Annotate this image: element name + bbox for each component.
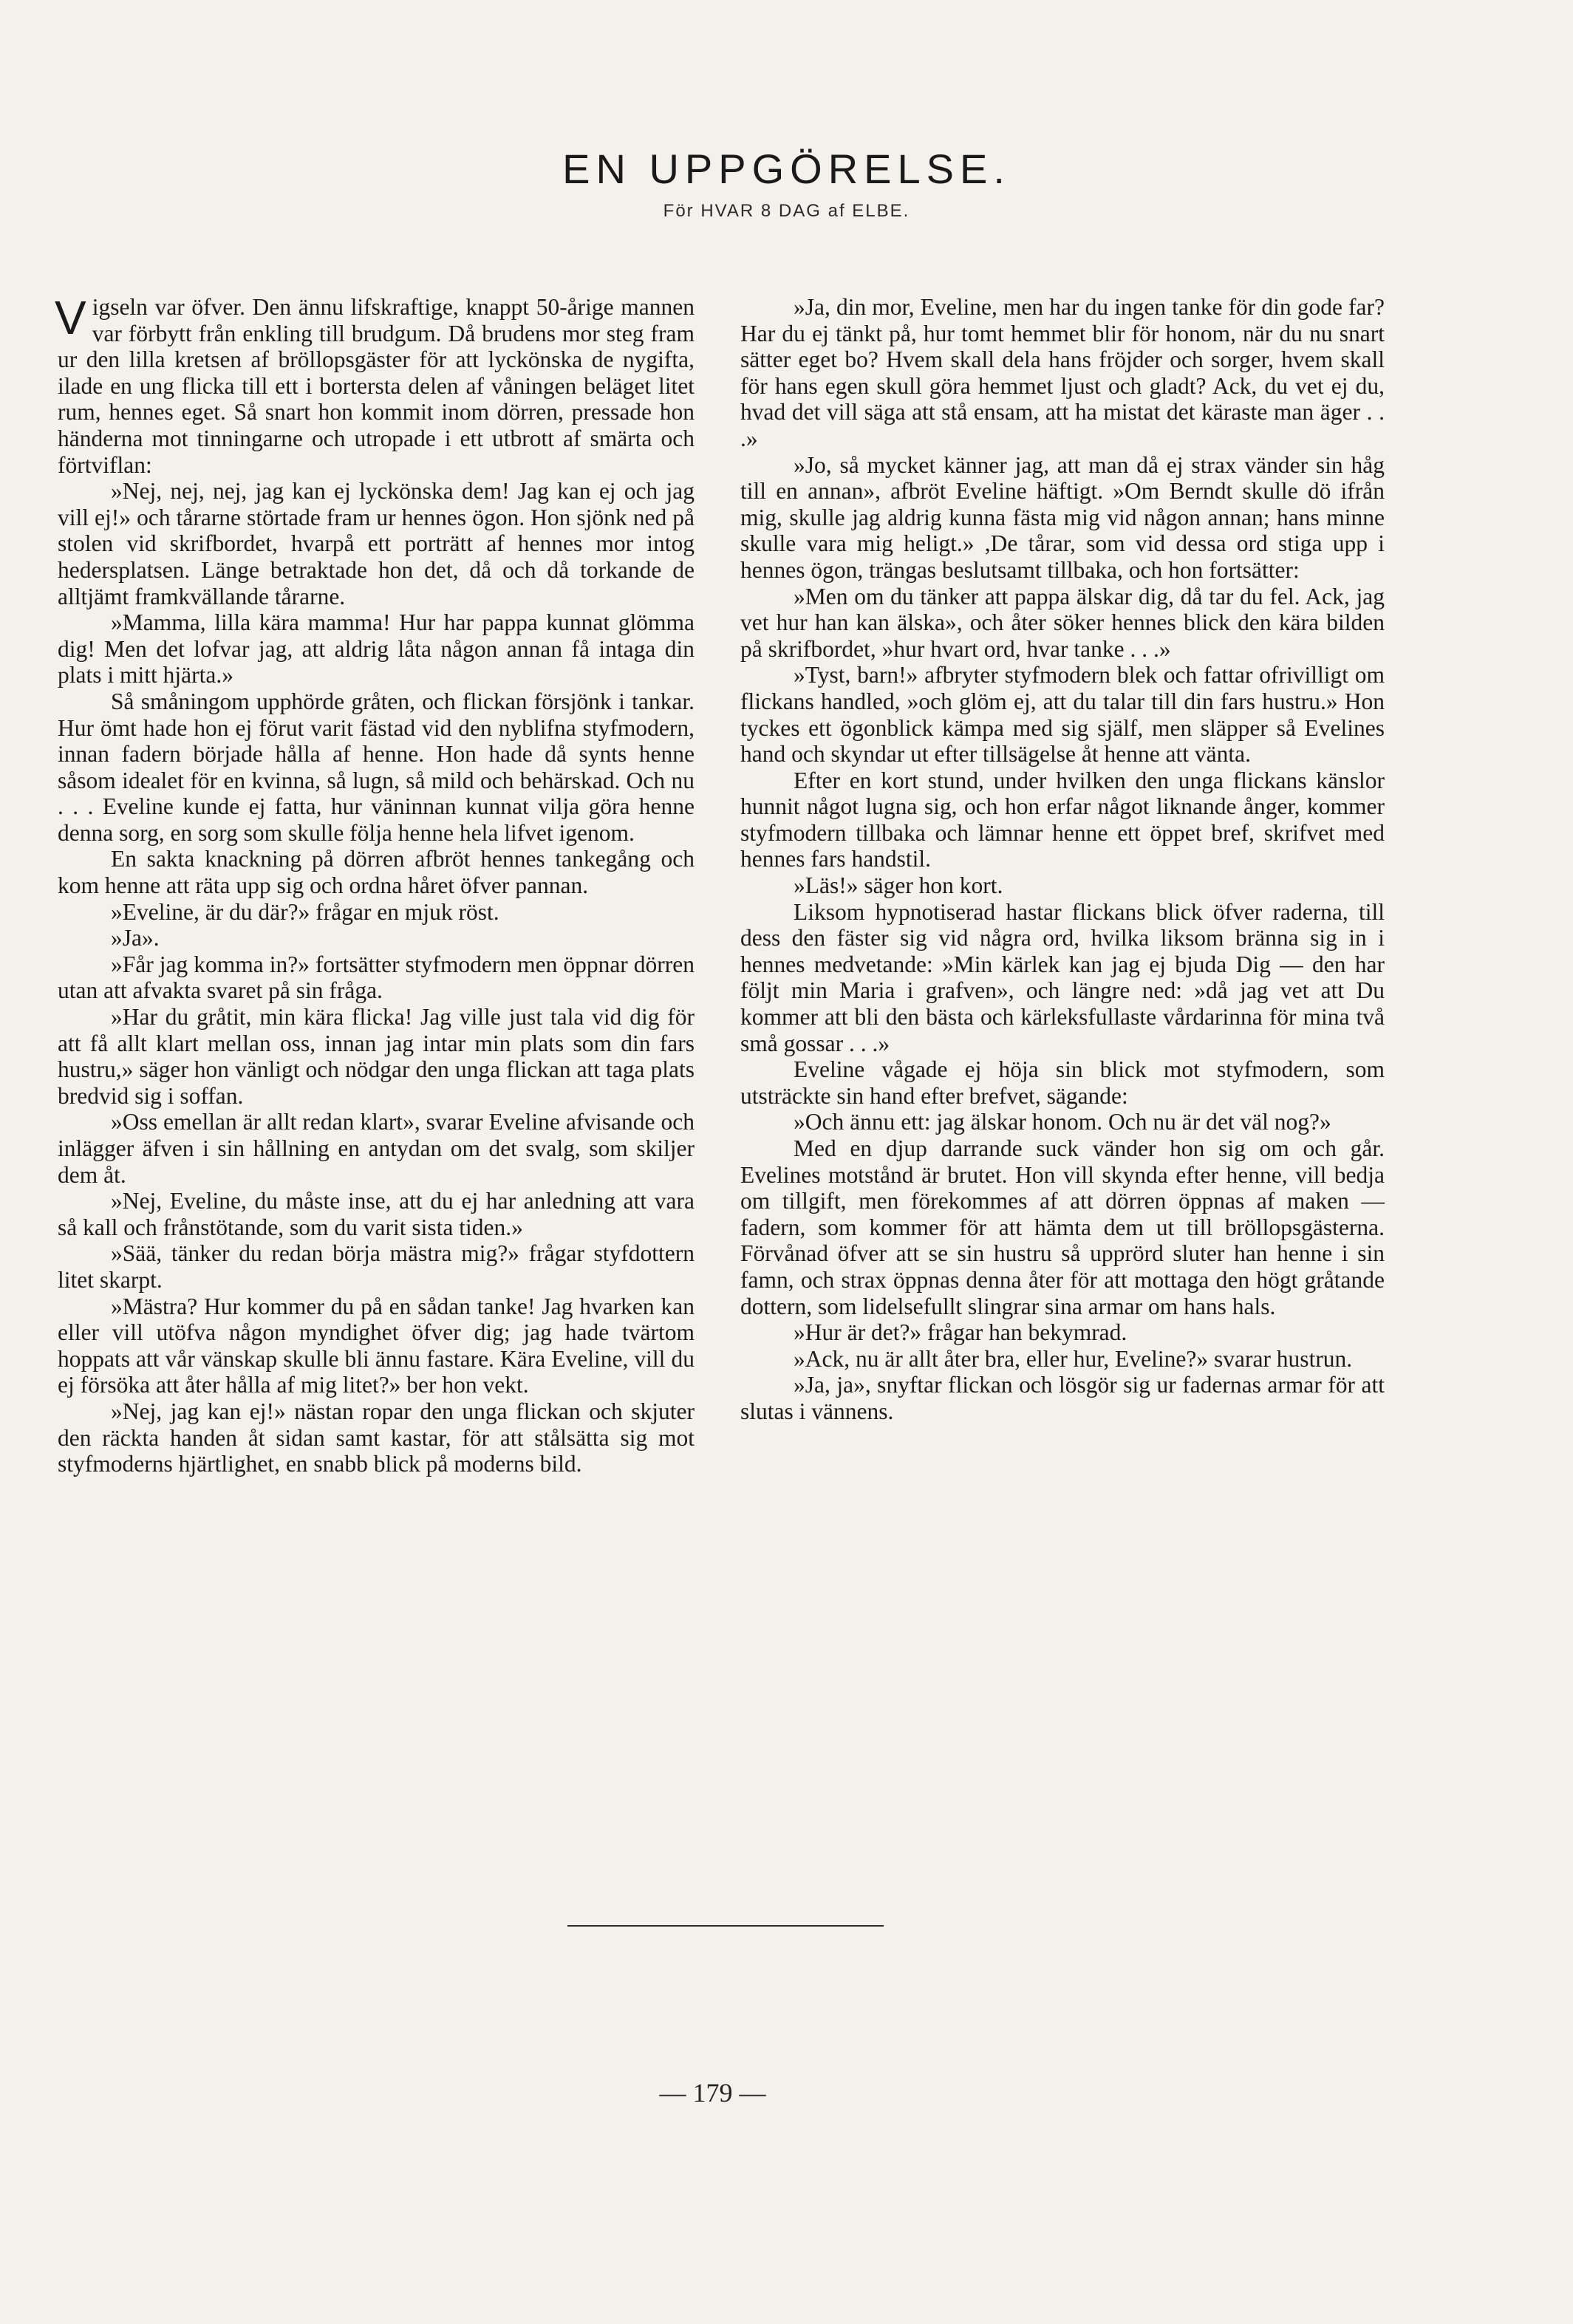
paragraph: »Hur är det?» frågar han bekymrad. [794, 1319, 1127, 1346]
paragraph: »Jo, så mycket känner jag, att man då ej strax vänder sin håg till en annan», afbröt Eveline häftigt. »Om Berndt skulle dö ifrån mig, skulle jag aldrig kunna fästa mig vid någon annan; hans minne skulle vara mig heligt.» ,De tårar, som vid dessa ord stiga upp i hennes ögon, trängas beslutsamt tillbaka, och hon fortsätter: [740, 451, 1385, 583]
paragraph: »Nej, Eveline, du måste inse, att du ej har anledning att vara så kall och frånstötande, som du varit sista tiden.» [58, 1188, 695, 1240]
paragraph: »Tyst, barn!» afbryter styfmodern blek och fattar ofrivilligt om flickans handled, »och glöm ej, att du talar till din fars hustru.» Hon tyckes ett ögonblick kämpa med sig själf, men släpper så Evelines hand och skyndar ut efter tillsägelse åt henne att vänta. [740, 662, 1385, 768]
paragraph-text: igseln var öfver. Den ännu lifskraftige, knappt 50-årige mannen var förbytt från enkling till brudgum. Då brudens mor steg fram ur den lilla kretsen af bröllopsgäster för att lyckönska de nygifta, ilade en ung flicka till ett i bortersta delen af våningen beläget litet rum, hennes eget. Så snart hon kommit inom dörren, pressade hon händerna mot tinningarne och utropade i ett utbrott af smärta och förtviflan: [58, 294, 695, 478]
paragraph: »Får jag komma in?» fortsätter styfmodern men öppnar dörren utan att afvakta svaret på sin fråga. [58, 951, 695, 1004]
paragraph: »Ja». [111, 925, 160, 951]
paragraph: »Har du gråtit, min kära flicka! Jag ville just tala vid dig för att få allt klart mellan oss, innan jag intar min plats som din fars hustru,» säger hon vänligt och nödgar den unga flickan att taga plats bredvid sig i soffan. [58, 1004, 695, 1109]
paragraph: Efter en kort stund, under hvilken den unga flickans känslor hunnit något lugna sig, och hon erfar något liknande ånger, kommer styfmodern tillbaka och lämnar henne ett öppet bref, skrifvet med hennes fars handstil. [740, 767, 1385, 872]
paragraph: Eveline vågade ej höja sin blick mot styfmodern, som utsträckte sin hand efter brefvet, sägande: [740, 1056, 1385, 1109]
paragraph: »Eveline, är du där?» frågar en mjuk röst. [111, 898, 499, 925]
page-number: — 179 — [659, 2078, 766, 2108]
end-rule [567, 1925, 884, 1927]
paragraph: Så småningom upphörde gråten, och flickan försjönk i tankar. Hur ömt hade hon ej förut varit fästad vid den nyblifna styfmodern, innan fadern började hålla af henne. Hon hade då synts henne såsom idealet för en kvinna, så lugn, så mild och behärskad. Och nu . . . Eveline kunde ej fatta, hur väninnan kunnat vilja göra henne denna sorg, en sorg som skulle följa henne hela lifvet igenom. [58, 688, 695, 846]
paragraph: »Och ännu ett: jag älskar honom. Och nu är det väl nog?» [794, 1109, 1331, 1135]
right-column [740, 294, 1385, 1425]
paragraph: »Oss emellan är allt redan klart», svarar Eveline afvisande och inlägger äfven i sin hållning en antydan om det svalg, som skiljer dem åt. [58, 1109, 695, 1188]
paragraph: »Nej, nej, nej, jag kan ej lyckönska dem! Jag kan ej och jag vill ej!» och tårarne störtade fram ur hennes ögon. Hon sjönk ned på stolen vid skrifbordet, hvarpå ett porträtt af hennes mor intog hedersplatsen. Länge betraktade hon det, då och då torkande de alltjämt framkvällande tårarne. [58, 478, 695, 609]
paragraph: »Men om du tänker att pappa älskar dig, då tar du fel. Ack, jag vet hur han kan älska», och åter söker hennes blick den kära bilden på skrifbordet, »hur hvart ord, hvar tanke . . .» [740, 583, 1385, 662]
paragraph: En sakta knackning på dörren afbröt hennes tankegång och kom henne att räta upp sig och ordna håret öfver pannan. [58, 846, 695, 899]
paragraph: »Nej, jag kan ej!» nästan ropar den unga flickan och skjuter den räckta handen åt sidan samt kastar, för att stålsätta sig mot styfmoderns hjärtlighet, en snabb blick på moderns bild. [58, 1398, 695, 1477]
drop-cap: V [55, 291, 86, 344]
paragraph: »Sää, tänker du redan börja mästra mig?» frågar styfdottern litet skarpt. [58, 1240, 695, 1293]
article-byline: För HVAR 8 DAG af ELBE. [663, 201, 910, 221]
paragraph: »Ja, ja», snyftar flickan och lösgör sig ur fadernas armar för att slutas i vännens. [740, 1372, 1385, 1424]
paragraph: »Läs!» säger hon kort. [794, 872, 1003, 899]
paragraph: »Mamma, lilla kära mamma! Hur har pappa kunnat glömma dig! Men det lofvar jag, att aldrig låta någon annan få intaga din plats i mitt hjärta.» [58, 609, 695, 688]
paragraph: »Ja, din mor, Eveline, men har du ingen tanke för din gode far? Har du ej tänkt på, hur tomt hemmet blir för honom, när du nu snart sätter eget bo? Hvem skall dela hans fröjder och sorger, hvem skall för hans egen skull göra hemmet ljust och gladt? Ack, du vet ej du, hvad det vill säga att stå ensam, att ha mistat det käraste man äger . . .» [740, 294, 1385, 451]
paragraph: Med en djup darrande suck vänder hon sig om och går. Evelines motstånd är brutet. Hon vill skynda efter henne, vill bedja om tillgift, men förekommes af att dörren öppnas af maken — fadern, som kommer för att hämta dem ut till bröllopsgästerna. Förvånad öfver att se sin hustru så upprörd sluter han henne i sin famn, och strax öppnas denna åter för att mottaga den högt gråtande dottern, som lidelsefullt slingrar sina armar om hans hals. [740, 1135, 1385, 1319]
article-title: EN UPPGÖRELSE. [562, 146, 1011, 192]
paragraph: Liksom hypnotiserad hastar flickans blick öfver raderna, till dess den fäster sig vid några ord, hvilka liksom bränna sig in i hennes medvetande: »Min kärlek kan jag ej bjuda Dig — den har följt min Maria i grafven», och längre ned: »då jag vet att Du kommer att bli den bästa och kärleksfullaste vårdarinna för mina två små gossar . . .» [740, 898, 1385, 1056]
paragraph: »Mästra? Hur kommer du på en sådan tanke! Jag hvarken kan eller vill utöfva någon myndighet öfver dig; jag hade tvärtom hoppats att vår vänskap skulle bli ännu fastare. Kära Eveline, vill du ej försöka att åter hålla af mig litet?» ber hon vekt. [58, 1293, 695, 1398]
paragraph [55, 291, 695, 478]
left-column [55, 291, 695, 1477]
paragraph: »Ack, nu är allt åter bra, eller hur, Eveline?» svarar hustrun. [794, 1345, 1353, 1372]
